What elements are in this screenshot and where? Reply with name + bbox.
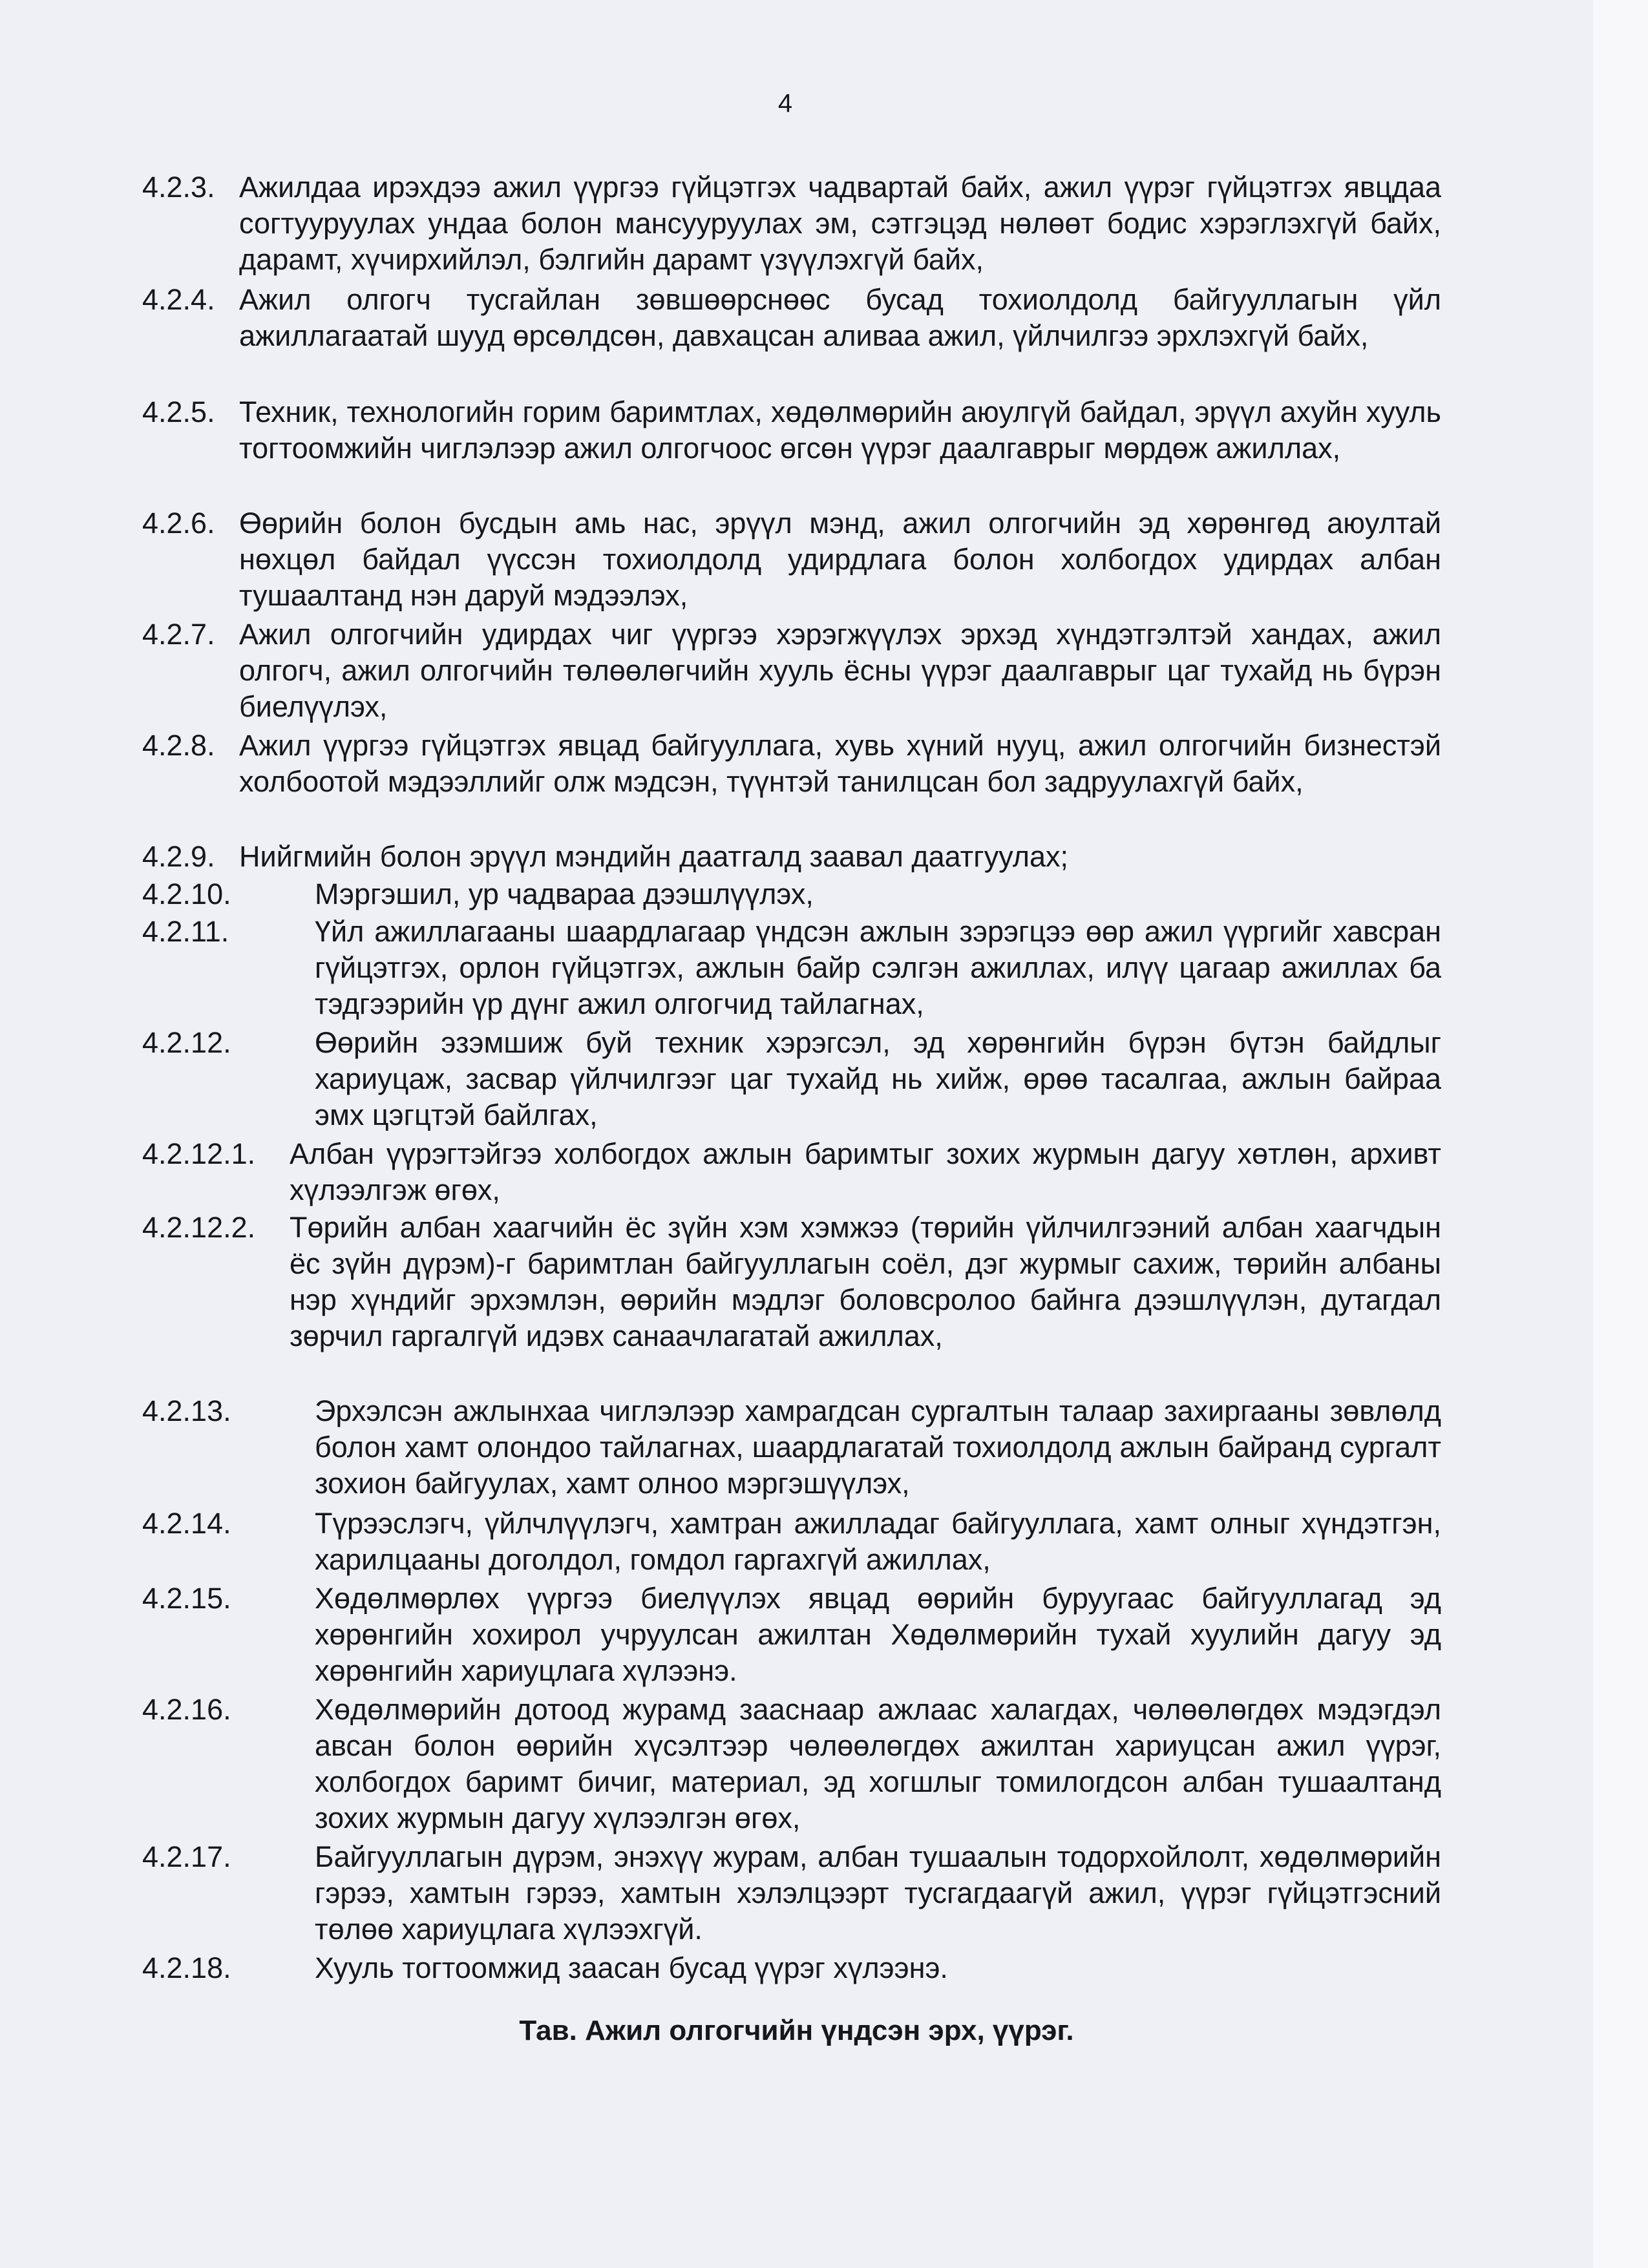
item-text: Ажил үүргээ гүйцэтгэх явцад байгууллага, хувь хүний нууц, ажил олгогчийн бизнестэй холбоотой мэдээллийг олж мэдсэн, түүнтэй танилцсан бол задруулахгүй байх, bbox=[239, 729, 1441, 798]
section-heading: Тав. Ажил олгогчийн үндсэн эрх, үүрэг. bbox=[519, 2015, 1074, 2046]
item-text: Хууль тогтоомжид заасан бусад үүрэг хүлээнэ. bbox=[315, 1951, 948, 1984]
item-text: Үйл ажиллагааны шаардлагаар үндсэн ажлын зэрэгцээ өөр ажил үүргийг хавсран гүйцэтгэх, орлон гүйцэтгэх, ажлын байр сэлгэн ажиллах, илүү цагаар ажиллах ба тэдгээрийн үр дүнг ажил олгогчид тайлагнах, bbox=[315, 915, 1441, 1020]
item-number: 4.2.10. bbox=[142, 877, 231, 910]
item-text: Өөрийн болон бусдын амь нас, эрүүл мэнд, ажил олгогчийн эд хөрөнгөд аюултай нөхцөл байдал үүссэн тохиолдолд удирдлага болон холбогдох удирдах албан тушаалтанд нэн даруй мэдээлэх, bbox=[239, 507, 1441, 612]
item-number: 4.2.7. bbox=[142, 618, 215, 651]
item-number: 4.2.14. bbox=[142, 1507, 231, 1540]
item-number: 4.2.12.1. bbox=[142, 1137, 256, 1170]
item-text: Эрхэлсэн ажлынхаа чиглэлээр хамрагдсан сургалтын талаар захиргааны зөвлөлд болон хамт олондоо тайлагнах, шаардлагатай тохиолдолд ажлын байранд сургалт зохион байгуулах, хамт олноо мэргэшүүлэх, bbox=[315, 1394, 1441, 1500]
item-text: Ажилдаа ирэхдээ ажил үүргээ гүйцэтгэх чадвартай байх, ажил үүрэг гүйцэтгэх явцдаа согтууруулах ундаа болон мансууруулах эм, сэтгэцэд нөлөөт бодис хэрэглэхгүй байх, дарамт, хүчирхийлэл, бэлгийн дарамт үзүүлэхгүй байх, bbox=[239, 171, 1441, 276]
item-number: 4.2.4. bbox=[142, 283, 215, 316]
item-number: 4.2.3. bbox=[142, 171, 215, 204]
item-number: 4.2.17. bbox=[142, 1840, 231, 1873]
item-text: Түрээслэгч, үйлчлүүлэгч, хамтран ажилладаг байгууллага, хамт олныг хүндэтгэн, харилцааны доголдол, гомдол гаргахгүй ажиллах, bbox=[315, 1507, 1441, 1576]
item-text: Өөрийн эзэмшиж буй техник хэрэгсэл, эд хөрөнгийн бүрэн бүтэн байдлыг хариуцаж, засвар үйлчилгээг цаг тухайд нь хийж, өрөө тасалгаа, ажлын байраа эмх цэгцтэй байлгах, bbox=[315, 1026, 1441, 1131]
item-number: 4.2.12. bbox=[142, 1026, 231, 1059]
item-text: Техник, технологийн горим баримтлах, хөдөлмөрийн аюулгүй байдал, эрүүл ахуйн хууль тогтоомжийн чиглэлээр ажил олгогчоос өгсөн үүрэг даалгаврыг мөрдөж ажиллах, bbox=[239, 395, 1441, 465]
item-text: Байгууллагын дүрэм, энэхүү журам, албан тушаалын тодорхойлолт, хөдөлмөрийн гэрээ, хамтын гэрээ, хамтын хэлэлцээрт тусгагдаагүй ажил, үүрэг гүйцэтгэсний төлөө хариуцлага хүлээхгүй. bbox=[315, 1840, 1441, 1946]
page-number: 4 bbox=[777, 89, 793, 118]
item-number: 4.2.5. bbox=[142, 395, 215, 428]
item-text: Ажил олгогчийн удирдах чиг үүргээ хэрэгжүүлэх эрхэд хүндэтгэлтэй хандах, ажил олгогч, ажил олгогчийн төлөөлөгчийн хууль ёсны үүрэг даалгаврыг цаг тухайд нь бүрэн биелүүлэх, bbox=[239, 618, 1441, 723]
item-text: Хөдөлмөрлөх үүргээ биелүүлэх явцад өөрийн буруугаас байгууллагад эд хөрөнгийн хохирол учруулсан ажилтан Хөдөлмөрийн тухай хуулийн дагуу эд хөрөнгийн хариуцлага хүлээнэ. bbox=[315, 1582, 1441, 1687]
item-number: 4.2.13. bbox=[142, 1394, 231, 1427]
item-text: Нийгмийн болон эрүүл мэндийн даатгалд заавал даатгуулах; bbox=[239, 840, 1069, 873]
scan-edge bbox=[1593, 0, 1648, 2268]
item-number: 4.2.15. bbox=[142, 1582, 231, 1615]
item-text: Албан үүрэгтэйгээ холбогдох ажлын баримтыг зохих журмын дагуу хөтлөн, архивт хүлээлгэж өгөх, bbox=[290, 1137, 1441, 1206]
item-number: 4.2.9. bbox=[142, 840, 215, 873]
item-number: 4.2.18. bbox=[142, 1951, 231, 1984]
item-text: Ажил олгогч тусгайлан зөвшөөрснөөс бусад тохиолдолд байгууллагын үйл ажиллагаатай шууд өрсөлдсөн, давхацсан аливаа ажил, үйлчилгээ эрхлэхгүй байх, bbox=[239, 283, 1441, 352]
item-number: 4.2.11. bbox=[142, 915, 229, 948]
item-text: Хөдөлмөрийн дотоод журамд зааснаар ажлаас халагдах, чөлөөлөгдөх мэдэгдэл авсан болон өөрийн хүсэлтээр чөлөөлөгдөх ажилтан хариуцсан ажил үүрэг, холбогдох баримт бичиг, материал, эд хогшлыг томилогдсон албан тушаалтанд зохих журмын дагуу хүлээлгэн өгөх, bbox=[315, 1693, 1441, 1834]
item-number: 4.2.6. bbox=[142, 507, 215, 540]
item-number: 4.2.16. bbox=[142, 1693, 231, 1726]
item-number: 4.2.8. bbox=[142, 729, 215, 762]
item-number: 4.2.12.2. bbox=[142, 1211, 256, 1244]
item-text: Мэргэшил, ур чадвараа дээшлүүлэх, bbox=[315, 877, 814, 910]
item-text: Төрийн албан хаагчийн ёс зүйн хэм хэмжээ (төрийн үйлчилгээний албан хаагчдын ёс зүйн дүрэм)-г баримтлан байгууллагын соёл, дэг журмыг сахиж, төрийн албаны нэр хүндийг эрхэмлэн, өөрийн мэдлэг боловсролоо байнга дээшлүүлэн, дутагдал зөрчил гаргалгүй идэвх санаачлагатай ажиллах, bbox=[290, 1211, 1441, 1352]
